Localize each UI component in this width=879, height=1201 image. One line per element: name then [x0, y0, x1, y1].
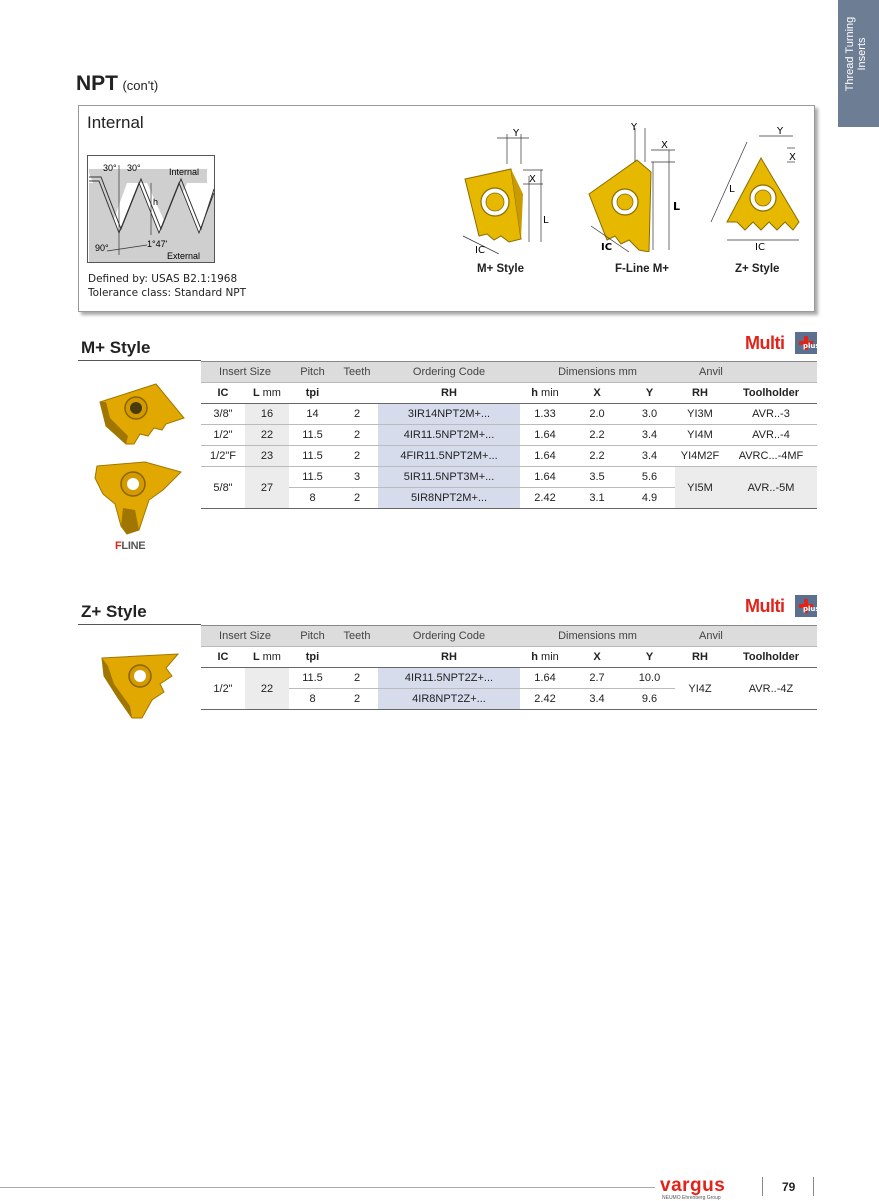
- cell-anvil: YI4Z: [675, 668, 725, 710]
- col-h: h: [531, 651, 538, 663]
- footer-rule: [0, 1187, 655, 1188]
- f-line-logo-line: LINE: [121, 540, 146, 552]
- cell-ic: 1/2": [201, 668, 245, 710]
- section-side-tab: [838, 0, 879, 127]
- col-ic: IC: [201, 647, 245, 668]
- f-line-logo: [115, 540, 145, 552]
- col-y: Y: [624, 383, 675, 404]
- f-line-y-label: Y: [631, 122, 638, 133]
- col-group-dimensions: Dimensions mm: [520, 626, 675, 647]
- z-plus-column-header: [201, 647, 817, 668]
- col-x: X: [570, 383, 624, 404]
- col-toolholder: Toolholder: [725, 647, 817, 668]
- f-line-insert-photo: [93, 460, 185, 540]
- m-plus-column-header: [201, 383, 817, 404]
- m-plus-table: [201, 361, 817, 509]
- cell-ordering-code: 5IR8NPT2M+...: [378, 488, 520, 509]
- standard-notes: [88, 272, 246, 300]
- cell-anvil: YI4M2F: [675, 446, 725, 467]
- col-group-ordering-code: Ordering Code: [378, 362, 520, 383]
- col-l: L: [253, 651, 260, 663]
- cell-y: 4.9: [624, 488, 675, 509]
- logo-text: Multi: [745, 333, 785, 353]
- col-min-unit: min: [541, 651, 559, 663]
- table-row: [201, 425, 817, 446]
- m-plus-insert-drawing: [449, 124, 569, 254]
- col-min-unit: min: [541, 387, 559, 399]
- col-l-mm: [245, 383, 289, 404]
- cell-h: 1.64: [520, 425, 570, 446]
- logo-plus-text: plus: [803, 605, 820, 613]
- cell-tpi: 11.5: [289, 467, 336, 488]
- diagram-h-label: h: [153, 197, 159, 207]
- col-rh: RH: [378, 383, 520, 404]
- col-group-anvil: Anvil: [675, 626, 817, 647]
- col-group-insert-size: Insert Size: [201, 626, 289, 647]
- cell-h: 1.64: [520, 467, 570, 488]
- cell-h: 2.42: [520, 689, 570, 710]
- vargus-wordmark: vargus: [660, 1175, 726, 1196]
- col-l: L: [253, 387, 260, 399]
- m-plus-section-title: M+ Style: [81, 338, 151, 357]
- cell-y: 3.0: [624, 404, 675, 425]
- diagram-internal-label: Internal: [169, 167, 200, 177]
- cell-y: 3.4: [624, 446, 675, 467]
- cell-y: 3.4: [624, 425, 675, 446]
- col-ic: IC: [201, 383, 245, 404]
- f-line-insert-drawing: [579, 122, 699, 252]
- f-line-ic-label: IC: [601, 242, 613, 252]
- cell-tpi: 8: [289, 488, 336, 509]
- col-rh: RH: [378, 647, 520, 668]
- cell-l: 22: [245, 668, 289, 710]
- diagram-external-label: External: [167, 251, 201, 261]
- col-toolholder: Toolholder: [725, 383, 817, 404]
- col-group-anvil: Anvil: [675, 362, 817, 383]
- col-h-min: [520, 647, 570, 668]
- col-group-pitch: Pitch: [289, 362, 336, 383]
- cell-toolholder: AVR..-5M: [725, 467, 817, 509]
- z-plus-insert-photo: [96, 648, 186, 724]
- cell-x: 3.1: [570, 488, 624, 509]
- col-mm-unit: mm: [262, 651, 281, 663]
- z-plus-x-label: X: [789, 152, 796, 163]
- col-group-ordering-code: Ordering Code: [378, 626, 520, 647]
- f-line-l-label: L: [673, 200, 681, 213]
- z-plus-section-title: Z+ Style: [81, 602, 147, 621]
- cell-h: 2.42: [520, 488, 570, 509]
- internal-heading: Internal: [87, 113, 144, 132]
- title-main: NPT: [76, 72, 118, 95]
- cell-y: 9.6: [624, 689, 675, 710]
- title-sub: (con't): [122, 78, 159, 93]
- m-plus-title-underline: [78, 360, 201, 361]
- z-plus-title-underline: [78, 624, 201, 625]
- m-plus-x-label: X: [529, 174, 536, 185]
- cell-ic: 1/2"F: [201, 446, 245, 467]
- npt-thread-diagram: [87, 155, 215, 263]
- cell-l: 27: [245, 467, 289, 509]
- cell-teeth: 2: [336, 668, 378, 689]
- multiplus-logo: [745, 596, 820, 618]
- m-plus-y-label: Y: [513, 128, 520, 139]
- cell-y: 5.6: [624, 467, 675, 488]
- cell-toolholder: AVR..-3: [725, 404, 817, 425]
- col-anvil-rh: RH: [675, 383, 725, 404]
- cell-h: 1.33: [520, 404, 570, 425]
- col-group-dimensions: Dimensions mm: [520, 362, 675, 383]
- f-line-logo-f: F: [115, 540, 122, 552]
- cell-teeth: 2: [336, 404, 378, 425]
- col-tpi: tpi: [289, 383, 336, 404]
- footer-separator: [762, 1177, 763, 1196]
- z-plus-insert-drawing: [699, 122, 814, 252]
- m-plus-style-label: M+ Style: [477, 263, 524, 275]
- table-row: [201, 446, 817, 467]
- diagram-angle2-label: 30°: [127, 163, 141, 173]
- diagram-taper-label: 1°47': [147, 239, 168, 249]
- cell-tpi: 11.5: [289, 425, 336, 446]
- side-tab-line2: Inserts: [856, 37, 868, 71]
- col-group-teeth: Teeth: [336, 362, 378, 383]
- cell-ordering-code: 3IR14NPT2M+...: [378, 404, 520, 425]
- col-group-teeth: Teeth: [336, 626, 378, 647]
- cell-h: 1.64: [520, 446, 570, 467]
- z-plus-l-label: L: [729, 184, 735, 195]
- f-line-x-label: X: [661, 140, 668, 151]
- z-plus-y-label: Y: [777, 126, 784, 137]
- m-plus-l-label: L: [543, 215, 549, 226]
- f-line-style-label: F-Line M+: [615, 263, 669, 275]
- cell-l: 22: [245, 425, 289, 446]
- diagram-angle1-label: 30°: [103, 163, 117, 173]
- logo-text: Multi: [745, 596, 785, 616]
- vargus-logo: [660, 1175, 726, 1201]
- defined-by-text: Defined by: USAS B2.1:1968: [88, 273, 238, 285]
- m-plus-ic-label: IC: [475, 245, 485, 254]
- page-title: [76, 72, 158, 96]
- footer-separator-right: [813, 1177, 814, 1196]
- cell-tpi: 8: [289, 689, 336, 710]
- cell-teeth: 2: [336, 689, 378, 710]
- cell-ordering-code: 5IR11.5NPT3M+...: [378, 467, 520, 488]
- cell-teeth: 3: [336, 467, 378, 488]
- col-group-insert-size: Insert Size: [201, 362, 289, 383]
- col-x: X: [570, 647, 624, 668]
- diagram-angle90-label: 90°: [95, 243, 109, 253]
- col-h-min: [520, 383, 570, 404]
- col-h: h: [531, 387, 538, 399]
- cell-ic: 5/8": [201, 467, 245, 509]
- cell-teeth: 2: [336, 425, 378, 446]
- col-tpi: tpi: [289, 647, 336, 668]
- z-plus-ic-label: IC: [755, 242, 765, 252]
- col-mm-unit: mm: [262, 387, 281, 399]
- cell-ic: 3/8": [201, 404, 245, 425]
- z-plus-style-label: Z+ Style: [735, 263, 780, 275]
- m-plus-group-header: [201, 362, 817, 383]
- table-row: [201, 404, 817, 425]
- cell-h: 1.64: [520, 668, 570, 689]
- cell-ordering-code: 4FIR11.5NPT2M+...: [378, 446, 520, 467]
- table-row: [201, 467, 817, 488]
- cell-x: 2.2: [570, 425, 624, 446]
- internal-info-box: [78, 105, 815, 312]
- m-plus-insert-photo: [96, 378, 186, 454]
- cell-tpi: 14: [289, 404, 336, 425]
- cell-ordering-code: 4IR11.5NPT2M+...: [378, 425, 520, 446]
- cell-ordering-code: 4IR11.5NPT2Z+...: [378, 668, 520, 689]
- cell-toolholder: AVRC...-4MF: [725, 446, 817, 467]
- col-l-mm: [245, 647, 289, 668]
- cell-x: 2.2: [570, 446, 624, 467]
- cell-x: 2.7: [570, 668, 624, 689]
- cell-teeth: 2: [336, 446, 378, 467]
- multiplus-logo: [745, 333, 820, 355]
- logo-plus-icon: [795, 595, 820, 617]
- cell-toolholder: AVR..-4Z: [725, 668, 817, 710]
- col-y: Y: [624, 647, 675, 668]
- side-tab-line1: Thread Turning: [844, 16, 856, 92]
- cell-y: 10.0: [624, 668, 675, 689]
- cell-l: 16: [245, 404, 289, 425]
- side-tab-label: [844, 4, 868, 104]
- cell-ordering-code: 4IR8NPT2Z+...: [378, 689, 520, 710]
- logo-plus-icon: [795, 332, 820, 354]
- cell-ic: 1/2": [201, 425, 245, 446]
- vargus-group-text: NEUMO Ehrenberg Group: [662, 1195, 721, 1201]
- tolerance-text: Tolerance class: Standard NPT: [88, 287, 247, 299]
- col-group-pitch: Pitch: [289, 626, 336, 647]
- cell-l: 23: [245, 446, 289, 467]
- z-plus-group-header: [201, 626, 817, 647]
- col-anvil-rh: RH: [675, 647, 725, 668]
- cell-anvil: YI5M: [675, 467, 725, 509]
- cell-anvil: YI4M: [675, 425, 725, 446]
- cell-toolholder: AVR..-4: [725, 425, 817, 446]
- page-number: 79: [782, 1180, 796, 1194]
- cell-tpi: 11.5: [289, 446, 336, 467]
- cell-teeth: 2: [336, 488, 378, 509]
- cell-tpi: 11.5: [289, 668, 336, 689]
- cell-anvil: YI3M: [675, 404, 725, 425]
- cell-x: 3.5: [570, 467, 624, 488]
- cell-x: 2.0: [570, 404, 624, 425]
- cell-x: 3.4: [570, 689, 624, 710]
- table-row: [201, 668, 817, 689]
- z-plus-table: [201, 625, 817, 710]
- logo-plus-text: plus: [803, 342, 820, 350]
